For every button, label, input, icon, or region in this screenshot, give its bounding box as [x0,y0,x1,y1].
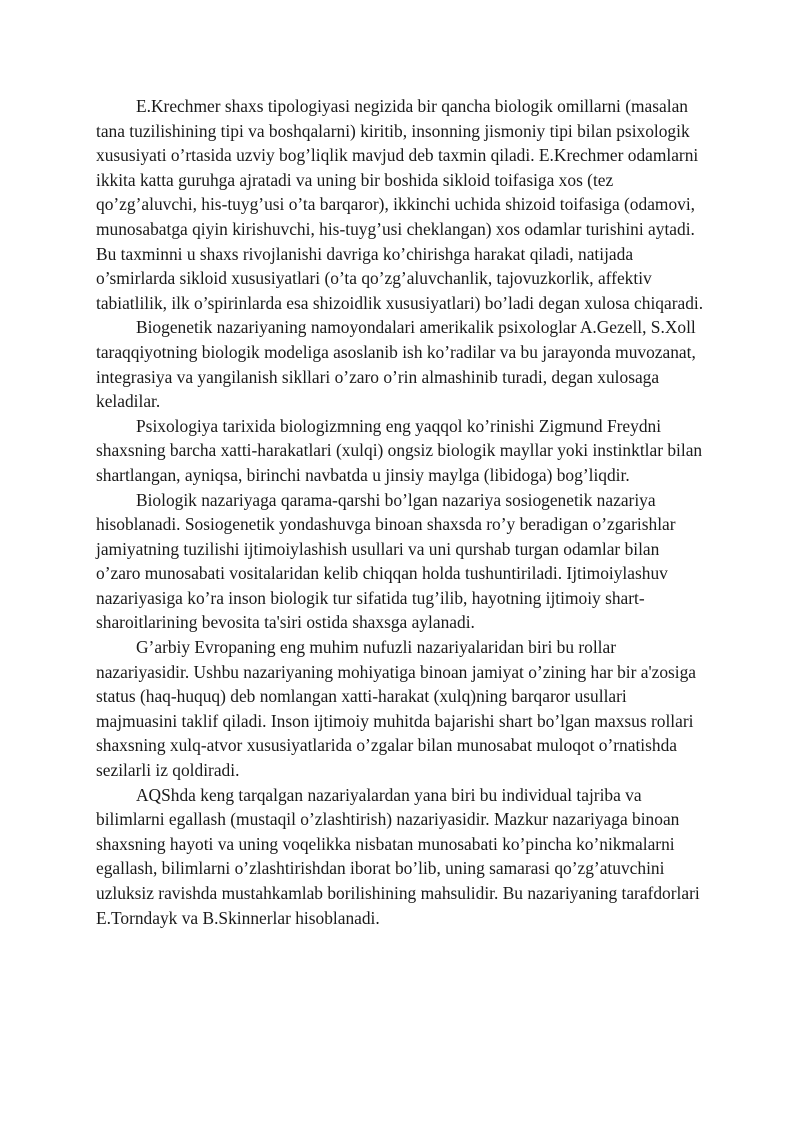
paragraph-freud: Psixologiya tarixida biologizmning eng yaqqol ko’rinishi Zigmund Freydni shaxsning barcha xatti-harakatlari (xulqi) ongsiz biologik mayllar yoki instinktlar bilan shartlangan, ayniqsa, birinchi navbatda u jinsiy maylga (libidoga) bog’liqdir. [96,415,703,485]
paragraph-biogenetic-theory: Biogenetik nazariyaning namoyondalari amerikalik psixologlar A.Gezell, S.Xoll taraqqiyotning biologik modeliga asoslanib ish ko’radilar va bu jarayonda muvozanat, integrasiya va yangilanish sikllari o’zaro o’rin almashinib turadi, degan xulosaga keladilar. [96,317,696,412]
paragraph-learning-theory: AQShda keng tarqalgan nazariyalardan yana biri bu individual tajriba va bilimlarni egallash (mustaqil o’zlashtirish) nazariyasidir. Mazkur nazariyaga binoan shaxsning hayoti va uning voqelikka nisbatan munosabati ko’pincha ko’nikmalarni egallash, bilimlarni o’zlashtirishdan iborat bo’lib, uning samarasi qo’zg’atuvchini uzluksiz ravishda mustahkamlab borilishining mahsulidir. Bu nazariyaning tarafdorlari E.Torndayk va B.Skinnerlar hisoblanadi. [96,784,700,928]
paragraph-role-theory: G’arbiy Evropaning eng muhim nufuzli nazariyalaridan biri bu rollar nazariyasidir. Ushbu nazariyaning mohiyatiga binoan jamiyat o’zining har bir a'zosiga status (haq-huquq) deb nomlangan xatti-harakat (xulq)ning barqaror usullari majmuasini taklif qiladi. Inson ijtimoiy muhitda bajarishi shart bo’lgan maxsus rollari shaxsning xulq-atvor xususiyatlarida o’zgalar bilan munosabat muloqot o’rnatishda sezilarli iz qoldiradi. [96,637,697,781]
paragraph-krechmer: E.Krechmer shaxs tipologiyasi negizida bir qancha biologik omillarni (masalan tana tuzilishining tipi va boshqalarni) kiritib, insonning jismoniy tipi bilan psixologik xususiyati o’rtasida uzviy bog’liqlik mavjud deb taxmin qiladi. E.Krechmer odamlarni ikkita katta guruhga ajratadi va uning bir boshida sikloid toifasiga xos (tez qo’zg’aluvchi, his-tuyg’usi o’ta barqaror), ikkinchi uchida shizoid toifasiga (odamovi, munosabatga qiyin kirishuvchi, his-tuyg’usi cheklangan) xos odamlar turishini aytadi. Bu taxminni u shaxs rivojlanishi davriga ko’chirishga harakat qiladi, natijada o’smirlarda sikloid xususiyatlari (o’ta qo’zg’aluvchanlik, tajovuzkorlik, affektiv tabiatlilik, ilk o’spirinlarda esa shizoidlik xususiyatlari) bo’ladi degan xulosa chiqaradi. [96,96,704,313]
paragraph-sociogenetic-theory: Biologik nazariyaga qarama-qarshi bo’lgan nazariya sosiogenetik nazariya hisoblanadi. Sosiogenetik yondashuvga binoan shaxsda ro’y beradigan o’zgarishlar jamiyatning tuzilishi ijtimoiylashish usullari va uni qurshab turgan odamlar bilan o’zaro munosabati vositalaridan kelib chiqqan holda tushuntiriladi. Ijtimoiylashuv nazariyasiga ko’ra inson biologik tur sifatida tug’ilib, hayotning ijtimoiy shart-sharoitlarining bevosita ta'siri ostida shaxsga aylanadi. [96,489,676,633]
document-page [96,94,706,930]
